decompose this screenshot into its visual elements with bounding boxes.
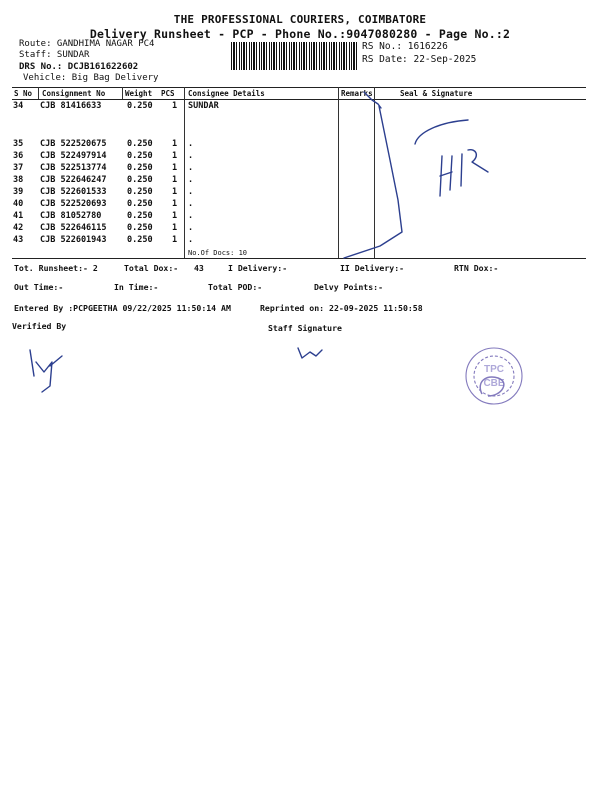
row-consignee: . (188, 199, 194, 209)
in-time: In Time:- (114, 282, 159, 292)
signature-stroke (50, 356, 62, 366)
signature-stroke (298, 348, 322, 358)
no-of-docs: No.Of Docs: 10 (188, 249, 248, 257)
entered-by: Entered By :PCPGEETHA 09/22/2025 11:50:14 AM (14, 303, 231, 313)
row-sno: 38 (13, 175, 24, 185)
rs-number: RS No.: 1616226 (362, 41, 448, 52)
col-header-weight: Weight (125, 89, 153, 98)
row-consignee: . (188, 223, 194, 233)
row-sno: 34 (13, 101, 24, 111)
rs-date: RS Date: 22-Sep-2025 (362, 54, 477, 65)
row-weight: 0.250 (127, 175, 153, 185)
stamp-text-top: TPC (484, 364, 504, 375)
i-delivery: I Delivery:- (228, 263, 288, 273)
row-consignee: SUNDAR (188, 101, 219, 111)
row-consignee: . (188, 163, 194, 173)
row-consignment-no: CJB 522520693 (40, 199, 107, 209)
col-header-consignment: Consignment No (42, 89, 106, 98)
row-pcs: 1 (172, 139, 178, 149)
col-header-remarks: Remarks (341, 89, 373, 98)
total-dox-value: 43 (194, 263, 204, 273)
row-consignment-no: CJB 81052780 (40, 211, 102, 221)
row-consignment-no: CJB 522497914 (40, 151, 107, 161)
row-pcs: 1 (172, 101, 178, 111)
signature-stroke (30, 350, 34, 376)
out-time: Out Time:- (14, 282, 64, 292)
vehicle-label: Vehicle: Big Bag Delivery (23, 73, 159, 83)
handwritten-stroke (461, 154, 462, 186)
handwritten-stroke (450, 156, 452, 190)
row-sno: 37 (13, 163, 24, 173)
col-header-sno: S No (14, 89, 33, 98)
runsheet-subtitle: Delivery Runsheet - PCP - Phone No.:9047080280 - Page No.:2 (89, 27, 511, 41)
col-header-pcs: PCS (161, 89, 175, 98)
row-sno: 43 (13, 235, 24, 245)
row-consignee: . (188, 175, 194, 185)
route-label: Route: GANDHIMA NAGAR PC4 (19, 39, 155, 49)
col-header-consignee: Consignee Details (188, 89, 265, 98)
handwritten-stroke (468, 150, 488, 172)
tot-runsheet: Tot. Runsheet:- 2 (14, 263, 98, 273)
verified-by: Verified By (12, 321, 67, 331)
row-pcs: 1 (172, 175, 178, 185)
delvy-points: Delvy Points:- (314, 282, 384, 292)
row-weight: 0.250 (127, 211, 153, 221)
row-consignment-no: CJB 522646247 (40, 175, 107, 185)
row-weight: 0.250 (127, 163, 153, 173)
row-weight: 0.250 (127, 199, 153, 209)
row-weight: 0.250 (127, 139, 153, 149)
row-consignment-no: CJB 522520675 (40, 139, 107, 149)
handwritten-stroke (415, 120, 468, 144)
col-header-seal-signature: Seal & Signature (400, 89, 473, 98)
row-consignee: . (188, 151, 194, 161)
reprinted-on: Reprinted on: 22-09-2025 11:50:58 (260, 303, 423, 313)
drs-number: DRS No.: DCJB161622602 (19, 62, 139, 72)
ii-delivery: II Delivery:- (340, 263, 405, 273)
row-weight: 0.250 (127, 235, 153, 245)
row-weight: 0.250 (127, 187, 153, 197)
row-consignee: . (188, 211, 194, 221)
row-sno: 39 (13, 187, 24, 197)
row-consignment-no: CJB 81416633 (40, 101, 102, 111)
row-consignee: . (188, 139, 194, 149)
company-title: THE PROFESSIONAL COURIERS, COIMBATORE (173, 13, 427, 26)
handwritten-stroke (344, 106, 402, 258)
row-pcs: 1 (172, 211, 178, 221)
staff-signature-label: Staff Signature (268, 323, 342, 333)
stamp-text-bottom: CBE (483, 378, 505, 389)
row-sno: 41 (13, 211, 24, 221)
row-pcs: 1 (172, 163, 178, 173)
row-weight: 0.250 (127, 223, 153, 233)
row-consignee: . (188, 235, 194, 245)
row-sno: 42 (13, 223, 24, 233)
rtn-dox: RTN Dox:- (454, 263, 499, 273)
total-pod: Total POD:- (208, 282, 263, 292)
row-pcs: 1 (172, 187, 178, 197)
row-consignment-no: CJB 522601533 (40, 187, 107, 197)
row-pcs: 1 (172, 199, 178, 209)
row-weight: 0.250 (127, 101, 153, 111)
total-dox-label: Total Dox:- (124, 263, 179, 273)
row-sno: 36 (13, 151, 24, 161)
row-pcs: 1 (172, 151, 178, 161)
staff-label: Staff: SUNDAR (19, 50, 90, 60)
row-pcs: 1 (172, 235, 178, 245)
row-consignment-no: CJB 522513774 (40, 163, 107, 173)
row-consignment-no: CJB 522601943 (40, 235, 107, 245)
row-pcs: 1 (172, 223, 178, 233)
row-consignment-no: CJB 522646115 (40, 223, 107, 233)
company-seal-stamp (458, 338, 530, 408)
row-sno: 35 (13, 139, 24, 149)
row-weight: 0.250 (127, 151, 153, 161)
row-sno: 40 (13, 199, 24, 209)
row-consignee: . (188, 187, 194, 197)
